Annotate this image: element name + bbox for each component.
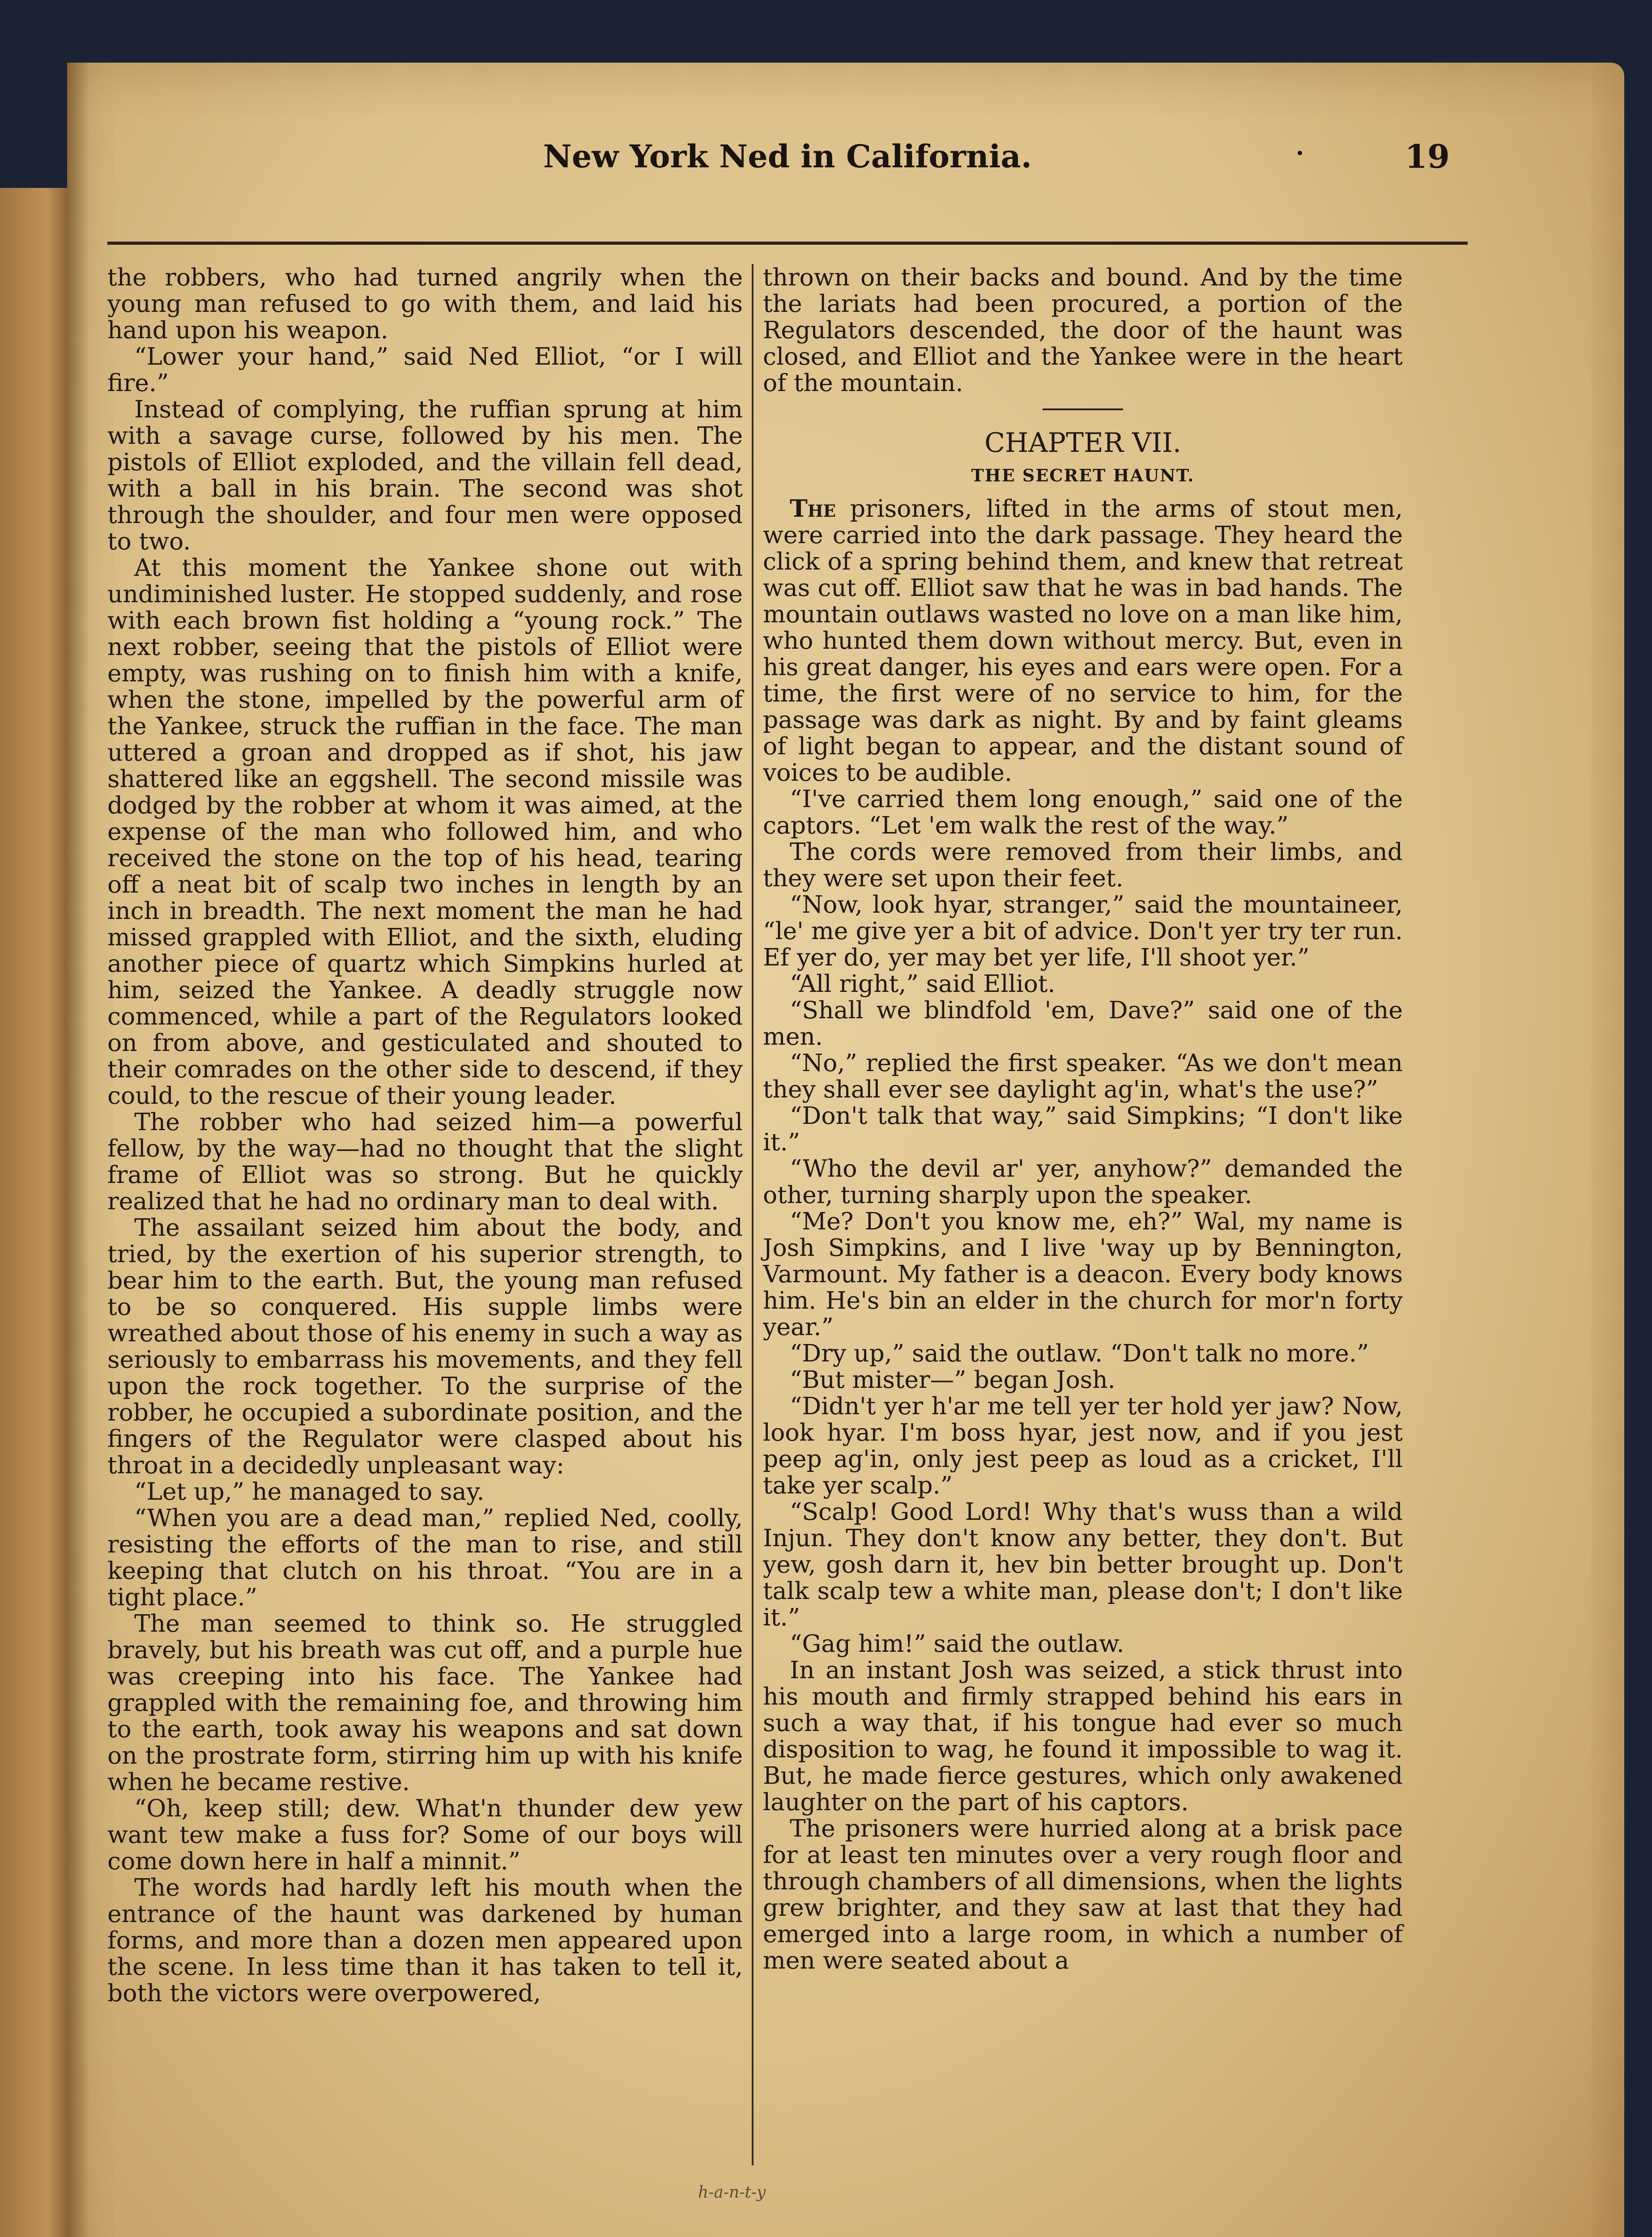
chapter-title: CHAPTER VII. — [984, 427, 1181, 459]
paragraph: “Don't talk that way,” said Simpkins; “I don't like it.” — [763, 1101, 1403, 1156]
paragraph: The prisoners were hurried along at a brisk pace for at least ten minutes over a very rough floor and through chambers of all dimensions, when the lights grew brighter, and they saw at last that they had emerged into a large room, in which a number of men were seated about a — [763, 1814, 1403, 1974]
chapter-subtitle: THE SECRET HAUNT. — [971, 465, 1195, 485]
paragraph: “I've carried them long enough,” said one of the captors. “Let 'em walk the rest of the way.” — [763, 785, 1403, 839]
paragraph: “But mister—” began Josh. — [790, 1365, 1116, 1394]
paragraph: “Gag him!” said the outlaw. — [790, 1629, 1124, 1658]
paragraph: The cords were removed from their limbs, and they were set upon their feet. — [763, 838, 1403, 892]
ink-dot — [1298, 151, 1302, 155]
paragraph: Instead of complying, the ruffian sprung at him with a savage curse, followed by his men. The pistols of Elliot exploded, and the villain fell dead, with a ball in his brain. The second was shot through the shoulder, and four men were opposed to two. — [107, 395, 743, 555]
paragraph: the robbers, who had turned angrily when the young man refused to go with them, and laid his hand upon his weapon. — [107, 263, 743, 344]
paragraph: “Now, look hyar, stranger,” said the mountaineer, “le' me give yer a bit of advice. Don't yer try ter run. Ef yer do, yer may bet yer life, I'll shoot yer.” — [763, 890, 1403, 971]
paragraph: The man seemed to think so. He struggled bravely, but his breath was cut off, and a purple hue was creeping into his face. The Yankee had grappled with the remaining foe, and throwing him to the earth, took away his weapons and sat down on the prostrate form, stirring him up with his knife when he became restive. — [107, 1609, 743, 1796]
paragraph: The assailant seized him about the body, and tried, by the exertion of his superior strength, to bear him to the earth. But, the young man refused to be so conquered. His supple limbs were wreathed about those of his enemy in such a way as seriously to embarrass his movements, and they fell upon the rock together. To the surprise of the robber, he occupied a subordinate position, and the fingers of the Regulator were clasped about his throat in a decidedly unpleasant way: — [107, 1213, 743, 1479]
chapter-first-paragraph — [763, 495, 1403, 786]
paragraph: “Didn't yer h'ar me tell yer ter hold yer jaw? Now, look hyar. I'm boss hyar, jest now, and if you jest peep ag'in, only jest peep as loud as a cricket, I'll take yer scalp.” — [763, 1392, 1403, 1499]
paragraph: “Lower your hand,” said Ned Elliot, “or I will fire.” — [107, 342, 743, 397]
paragraph: At this moment the Yankee shone out with undiminished luster. He stopped suddenly, and rose with each brown fist holding a “young rock.” The next robber, seeing that the pistols of Elliot were empty, was rushing on to finish him with a knife, when the stone, impelled by the powerful arm of the Yankee, struck the ruffian in the face. The man uttered a groan and dropped as if shot, his jaw shattered like an eggshell. The second missile was dodged by the robber at whom it was aimed, at the expense of the man who followed him, and who received the stone on the top of his head, tearing off a neat bit of scalp two inches in length by an inch in breadth. The next moment the man he had missed grappled with Elliot, and the sixth, eluding another piece of quartz which Simpkins hurled at him, seized the Yankee. A deadly struggle now commenced, while a part of the Regulators looked on from above, and gesticulated and shouted to their comrades on the other side to descend, if they could, to the rescue of their young leader. — [107, 553, 743, 1110]
page-header — [107, 123, 1468, 190]
paragraph: “Let up,” he managed to say. — [134, 1477, 485, 1506]
paragraph: “No,” replied the first speaker. “As we don't mean they shall ever see daylight ag'in, what's the use?” — [763, 1049, 1403, 1103]
paragraph: “When you are a dead man,” replied Ned, coolly, resisting the efforts of the man to rise, and still keeping that clutch on his throat. “You are in a tight place.” — [107, 1504, 743, 1611]
paragraph: thrown on their backs and bound. And by the time the lariats had been procured, a portion of the Regulators descended, the door of the haunt was closed, and Elliot and the Yankee were in the heart of the mountain. — [763, 263, 1403, 397]
paragraph: The robber who had seized him—a powerful fellow, by the way—had no thought that the slight frame of Elliot was so strong. But he quickly realized that he had no ordinary man to deal with. — [107, 1108, 743, 1215]
paragraph: “Shall we blindfold 'em, Dave?” said one of the men. — [763, 996, 1403, 1050]
right-column — [763, 264, 1403, 1973]
page-number: 19 — [1405, 137, 1450, 175]
paragraph: “Oh, keep still; dew. What'n thunder dew yew want tew make a fuss for? Some of our boys will come down here in half a minnit.” — [107, 1794, 743, 1875]
running-title: New York Ned in California. — [543, 138, 1032, 175]
chapter-rule — [1043, 408, 1123, 410]
paragraph: “Dry up,” said the outlaw. “Don't talk no more.” — [790, 1339, 1369, 1367]
paragraph: The words had hardly left his mouth when the entrance of the haunt was darkened by human forms, and more than a dozen men appeared upon the scene. In less time than it has taken to tell it, both the victors were overpowered, — [107, 1873, 743, 2007]
column-divider — [752, 264, 754, 2165]
left-column — [107, 264, 743, 2006]
facing-page-edge — [0, 188, 67, 2237]
first-paragraph-text: prisoners, lifted in the arms of stout men, were carried into the dark passage. They heard the click of a spring behind them, and knew that retreat was cut off. Elliot saw that he was in bad hands. The mountain outlaws wasted no love on a man like him, who hunted them down without mercy. But, even in his great danger, his eyes and ears were open. For a time, the first were of no service to him, for the passage was dark as night. By and by faint gleams of light began to appear, and the distant sound of voices to be audible. — [763, 494, 1403, 787]
paragraph: “All right,” said Elliot. — [790, 970, 1056, 998]
paragraph: In an instant Josh was seized, a stick thrust into his mouth and firmly strapped behind his ears in such a way that, if his tongue had ever so much disposition to wag, he found it impossible to wag it. But, he made fierce gestures, which only awakened laughter on the part of his captors. — [763, 1656, 1403, 1816]
paragraph: “Who the devil ar' yer, anyhow?” demanded the other, turning sharply upon the speaker. — [763, 1154, 1403, 1209]
paragraph: “Me? Don't you know me, eh?” Wal, my name is Josh Simpkins, and I live 'way up by Bennington, Varmount. My father is a deacon. Every body knows him. He's bin an elder in the church for mor'n forty year.” — [763, 1207, 1403, 1341]
first-word: The — [790, 494, 836, 523]
paragraph: “Scalp! Good Lord! Why that's wuss than a wild Injun. They don't know any better, they don't. But yew, gosh darn it, hev bin better brought up. Don't talk scalp tew a white man, please don't; I don't like it.” — [763, 1497, 1403, 1631]
header-rule — [107, 242, 1468, 245]
pencil-scribble: h-a-n-t-y — [698, 2183, 766, 2202]
